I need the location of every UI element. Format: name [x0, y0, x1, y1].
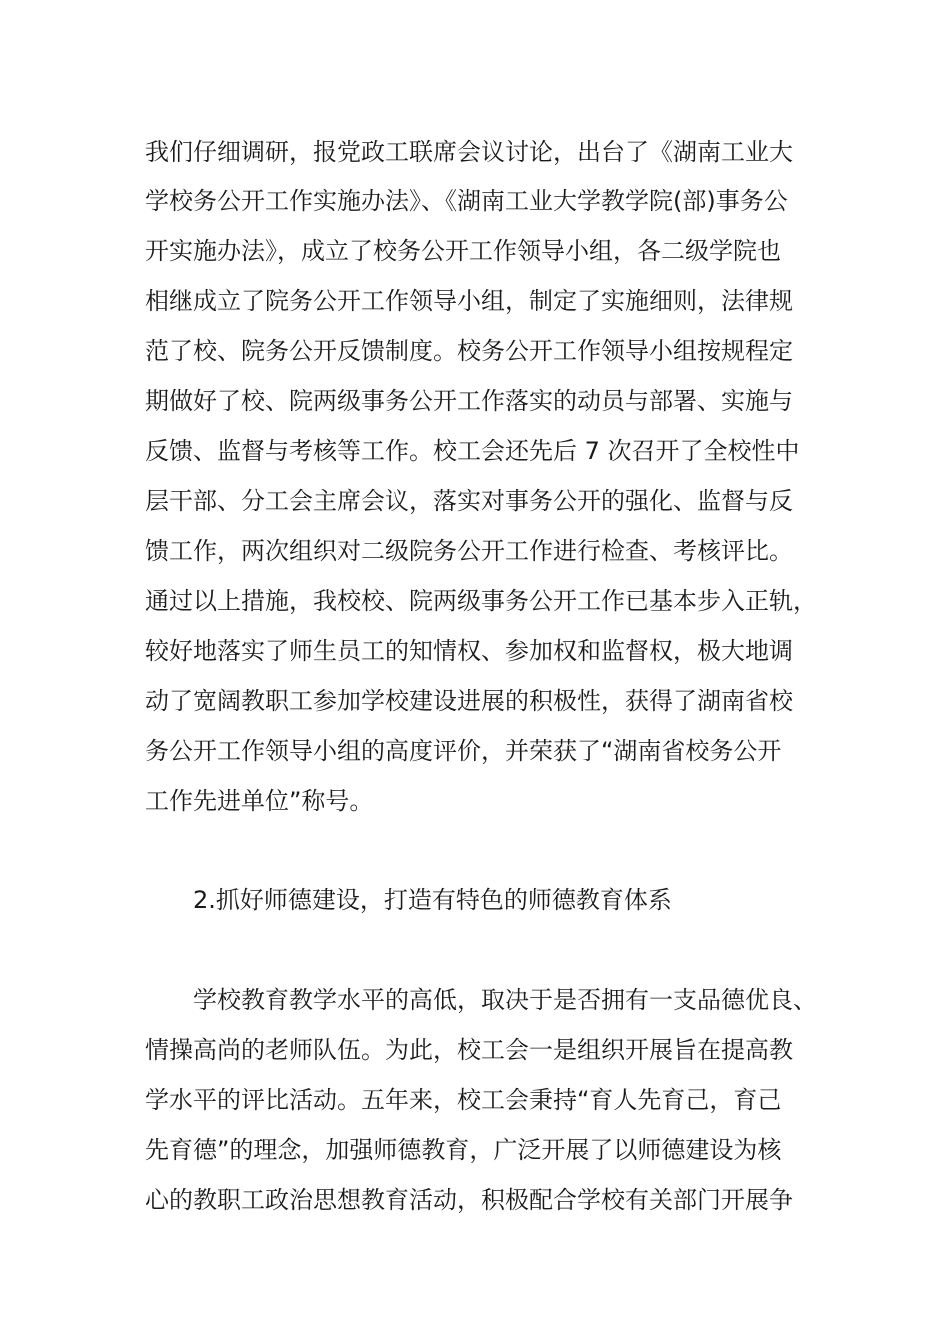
paragraph-line: 开实施办法》，成立了校务公开工作领导小组，各二级学院也: [145, 237, 781, 265]
paragraph-line: 期做好了校、院两级事务公开工作落实的动员与部署、实施与: [145, 387, 793, 415]
paragraph-line: 反馈、监督与考核等工作。校工会还先后 7 次召开了全校性中: [145, 437, 800, 465]
paragraph-line: 层干部、分工会主席会议，落实对事务公开的强化、监督与反: [145, 487, 793, 515]
paragraph-line: 心的教职工政治思想教育活动，积极配合学校有关部门开展争: [145, 1186, 793, 1214]
paragraph-line: 学水平的评比活动。五年来，校工会秉持“育人先育己，育己: [145, 1086, 782, 1114]
section-heading: 2.抓好师德建设，打造有特色的师德教育体系: [193, 886, 672, 914]
paragraph-line: 学校务公开工作实施办法》、《湖南工业大学教学院(部)事务公: [145, 187, 788, 215]
paragraph-line: 务公开工作领导小组的高度评价，并荣获了“湖南省校务公开: [145, 737, 782, 765]
paragraph-line: 工作先进单位”称号。: [145, 787, 374, 815]
paragraph-line: 相继成立了院务公开工作领导小组，制定了实施细则，法律规: [145, 287, 793, 315]
paragraph-line: 学校教育教学水平的高低，取决于是否拥有一支品德优良、: [193, 986, 817, 1014]
paragraph-line: 馈工作，两次组织对二级院务公开工作进行检查、考核评比。: [145, 537, 793, 565]
paragraph-line: 范了校、院务公开反馈制度。校务公开工作领导小组按规程定: [145, 337, 793, 365]
paragraph-line: 我们仔细调研，报党政工联席会议讨论，出台了《湖南工业大: [145, 138, 793, 166]
paragraph-line: 动了宽阔教职工参加学校建设进展的积极性，获得了湖南省校: [145, 687, 793, 715]
paragraph-line: 通过以上措施，我校校、院两级事务公开工作已基本步入正轨，: [145, 587, 817, 615]
paragraph-line: 先育德”的理念，加强师德教育，广泛开展了以师德建设为核: [145, 1136, 782, 1164]
paragraph-line: 较好地落实了师生员工的知情权、参加权和监督权，极大地调: [145, 637, 793, 665]
paragraph-line: 情操高尚的老师队伍。为此，校工会一是组织开展旨在提高教: [145, 1036, 793, 1064]
